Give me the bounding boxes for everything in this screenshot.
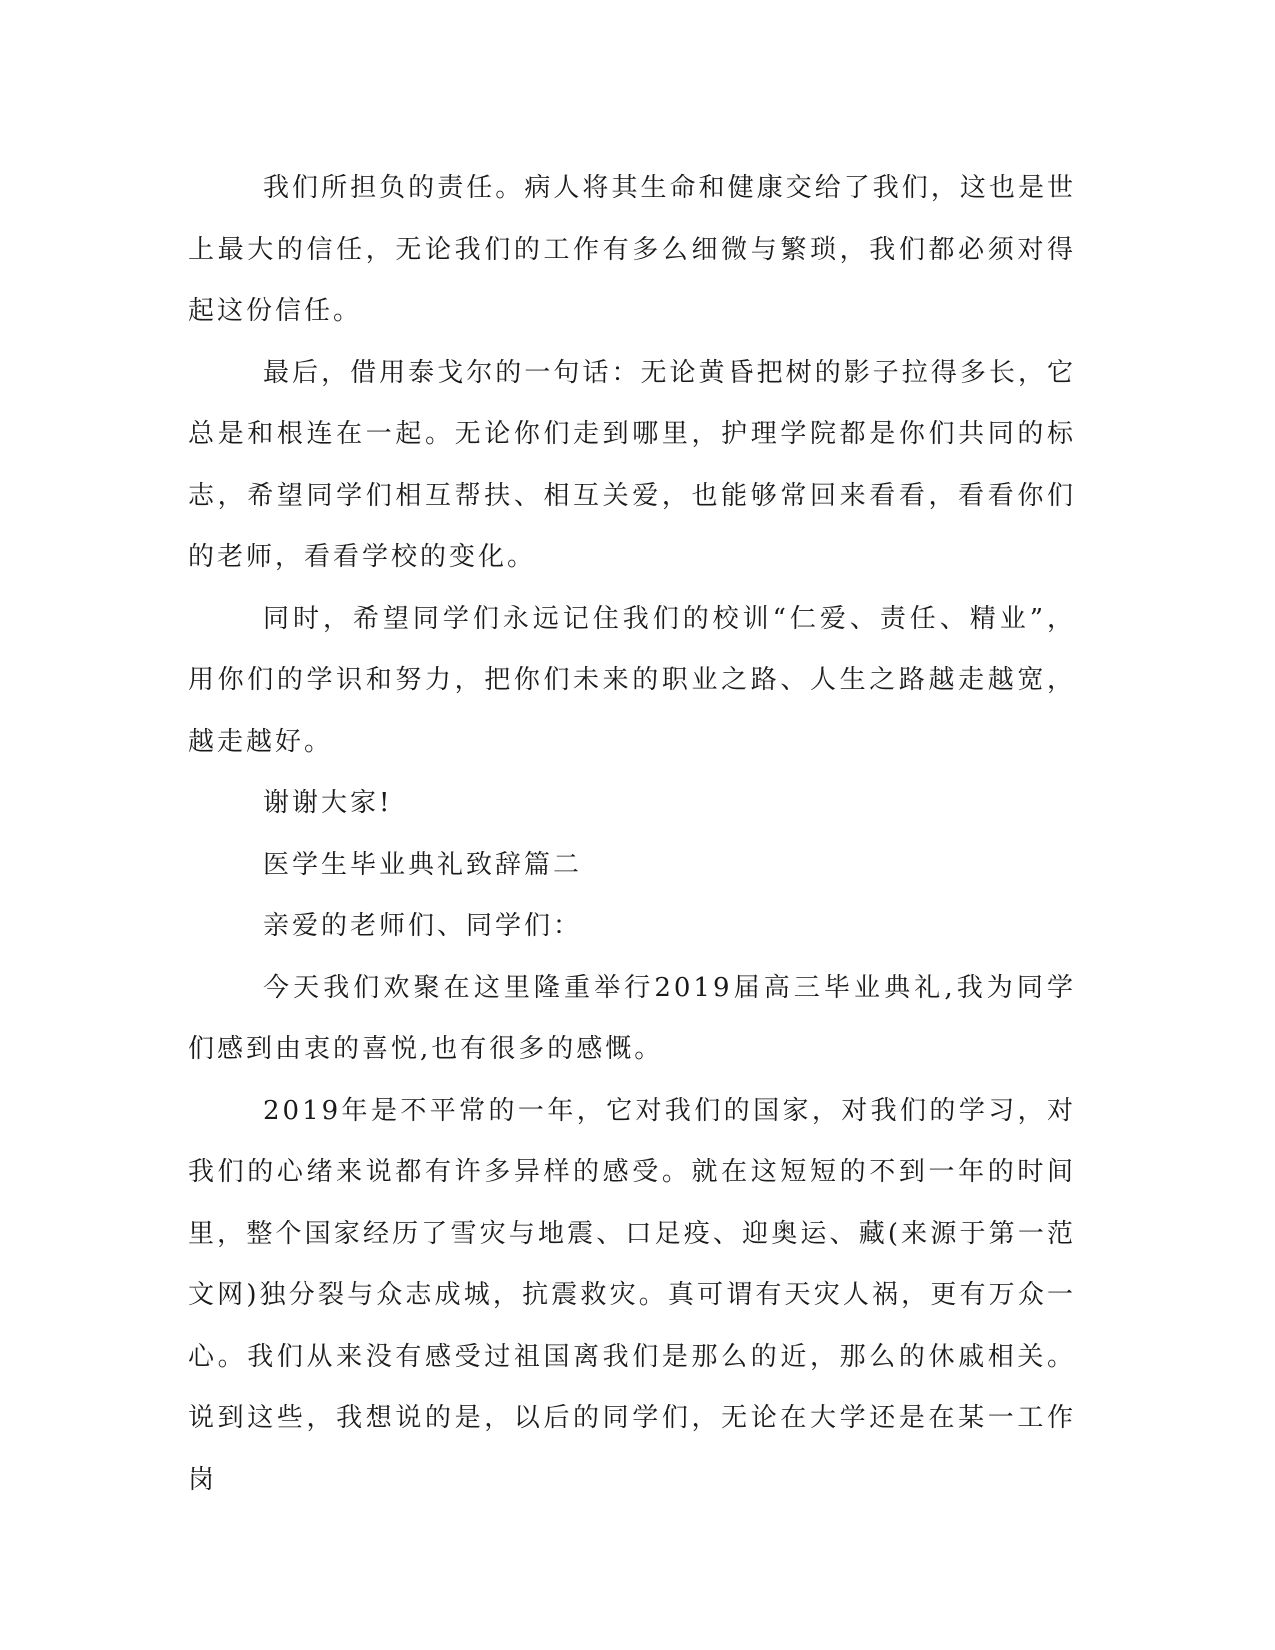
paragraph-ceremony: 今天我们欢聚在这里隆重举行2019届高三毕业典礼,我为同学们感到由衷的喜悦,也有很多的感慨。 bbox=[188, 972, 1076, 1064]
paragraph-school-motto: 同时，希望同学们永远记住我们的校训“仁爱、责任、精业”，用你们的学识和努力，把你们未来的职业之路、人生之路越走越宽，越走越好。 bbox=[188, 603, 1076, 757]
salutation: 亲爱的老师们、同学们： bbox=[263, 911, 583, 941]
document-body bbox=[188, 158, 1076, 1511]
paragraph-responsibility: 我们所担负的责任。病人将其生命和健康交给了我们，这也是世上最大的信任，无论我们的工作有多么细微与繁琐，我们都必须对得起这份信任。 bbox=[188, 173, 1076, 326]
paragraph-thanks: 谢谢大家! bbox=[263, 788, 393, 818]
paragraph-2019: 2019年是不平常的一年，它对我们的国家，对我们的学习，对我们的心绪来说都有许多异样的感受。就在这短短的不到一年的时间里，整个国家经历了雪灾与地震、口足疫、迎奥运、藏(来源于第一范文网)独分裂与众志成城，抗震救灾。真可谓有天灾人祸，更有万众一心。我们从来没有感受过祖国离我们是那么的近，那么的休戚相关。说到这些，我想说的是，以后的同学们，无论在大学还是在某一工作岗 bbox=[188, 1095, 1076, 1495]
section-heading: 医学生毕业典礼致辞篇二 bbox=[263, 849, 583, 880]
paragraph-tagore-quote: 最后，借用泰戈尔的一句话：无论黄昏把树的影子拉得多长，它总是和根连在一起。无论你们走到哪里，护理学院都是你们共同的标志，希望同学们相互帮扶、相互关爱，也能够常回来看看，看看你们的老师，看看学校的变化。 bbox=[188, 357, 1076, 572]
